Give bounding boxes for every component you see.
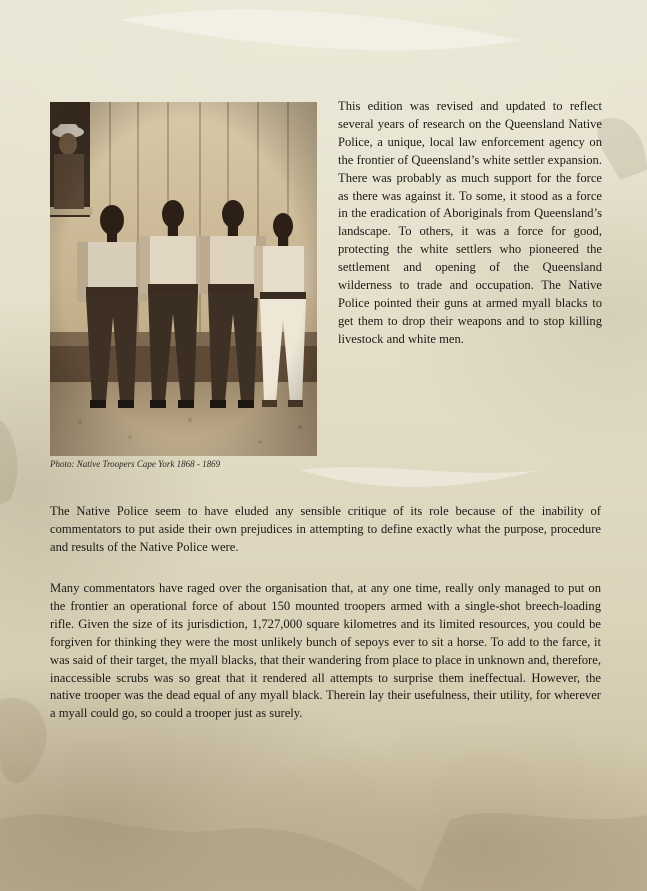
intro-paragraph: This edition was revised and updated to reflect several years of research on the Queensland Native Police, a unique, local law enforcement agency on the frontier of Queensland’s white settler expansion. There was probably as much support for the force as there was against it. To some, it stood as a force in the eradication of Aboriginals from Queensland’s landscape. To others, it was a force for good, protecting the white settlers who pioneered the settlement and opening of the Queensland wilderness to trade and occupation. The Native Police pointed their guns at armed myall blacks to get them to drop their weapons and to stop killing livestock and white men. [338,99,602,346]
commentators-paragraph: Many commentators have raged over the organisation that, at any one time, really only managed to put on the frontier an operational force of about 150 mounted troopers armed with a single-shot breech-loading rifle. Given the size of its jurisdiction, 1,727,000 square kilometres and its limited resources, you could be forgiven for thinking they were the most unlikely bunch of sepoys ever to sit a horse. To add to the farce, it was said of their target, the myall blacks, that their wandering from place to place in unknown and, therefore, inaccessible scrubs was so great that it rendered all attempts to surprise them ineffectual. However, the native trooper was the dead equal of any myall black. Therein lay their usefulness, their utility, for wherever a myall could go, so could a trooper just as surely. [50,581,601,721]
historical-photo-native-troopers [50,102,317,456]
photo-caption: Photo: Native Troopers Cape York 1868 - 1869 [50,459,221,469]
critique-paragraph: The Native Police seem to have eluded any sensible critique of its role because of the inability of commentators to put aside their own prejudices in attempting to define exactly what the purpose, procedure and results of the Native Police were. [50,504,601,554]
